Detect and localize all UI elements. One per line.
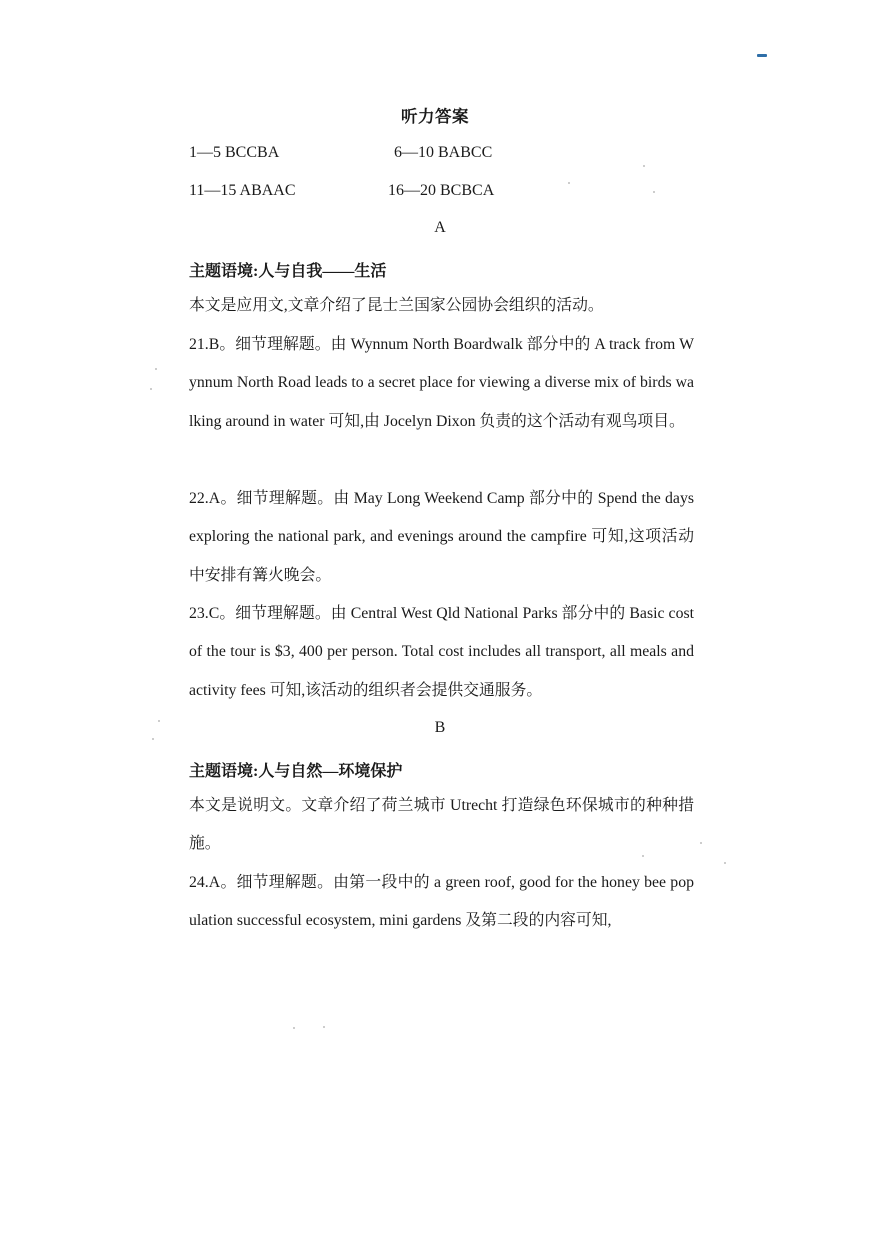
section-letter-b: B [434,719,446,736]
scan-speck [152,738,154,740]
page-title: 听力答案 [401,107,469,126]
answer-22-explanation: 22.A。细节理解题。由 May Long Weekend Camp 部分中的 Spend the days exploring the national park, and evenings around the campfire 可知,这项活动中安排有篝火晚会。 [189,490,694,584]
scan-speck [568,182,570,184]
section-a-theme: 主题语境:人与自我——生活 [189,263,387,280]
scan-speck [642,855,644,857]
scan-speck [700,842,702,844]
answer-range-1-5: 1—5 BCCBA [189,144,280,161]
section-b-theme: 主题语境:人与自然—环境保护 [189,763,403,780]
section-a-intro: 本文是应用文,文章介绍了昆士兰国家公园协会组织的活动。 [189,297,604,314]
scan-speck [643,165,645,167]
answer-24-explanation: 24.A。细节理解题。由第一段中的 a green roof, good for the honey bee population successful ecosystem, mini gardens 及第二段的内容可知, [189,874,694,930]
scan-speck [150,388,152,390]
section-letter-a: A [434,219,446,236]
scan-speck [158,720,160,722]
scan-speck [155,368,157,370]
scan-speck [724,862,726,864]
corner-mark [757,54,767,57]
answer-21-explanation: 21.B。细节理解题。由 Wynnum North Boardwalk 部分中的 A track from Wynnum North Road leads to a secret place for viewing a diverse mix of birds walking around in water 可知,由 Jocelyn Dixon 负责的这个活动有观鸟项目。 [189,336,694,430]
answer-range-16-20: 16—20 BCBCA [388,182,495,199]
scan-speck [293,1027,295,1029]
answer-range-11-15: 11—15 ABAAC [189,182,296,199]
answer-range-6-10: 6—10 BABCC [394,144,493,161]
scan-speck [323,1026,325,1028]
section-b-intro: 本文是说明文。文章介绍了荷兰城市 Utrecht 打造绿色环保城市的种种措施。 [189,797,694,853]
answer-23-explanation: 23.C。细节理解题。由 Central West Qld National Parks 部分中的 Basic cost of the tour is $3, 400 per person. Total cost includes all transport, all meals and activity fees 可知,该活动的组织者会提供交通服务。 [189,605,694,699]
scan-speck [653,191,655,193]
